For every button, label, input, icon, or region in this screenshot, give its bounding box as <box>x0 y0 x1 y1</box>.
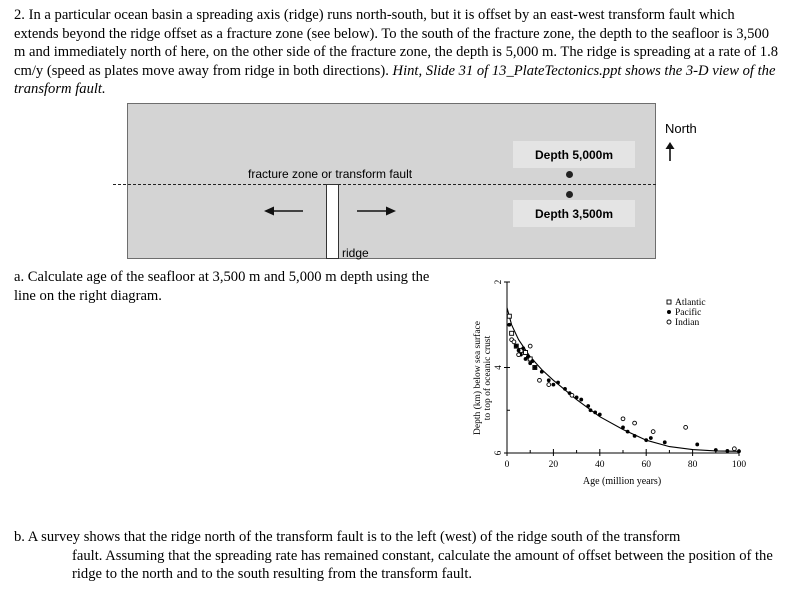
data-point-indian <box>621 417 625 421</box>
question-a-text: a. Calculate age of the seafloor at 3,500 m and 5,000 m depth using the line on the right diagram. <box>14 269 430 304</box>
data-point-indian <box>684 425 688 429</box>
chart-axes <box>493 280 746 470</box>
legend-label: Atlantic <box>675 298 706 308</box>
legend-label: Indian <box>675 318 700 328</box>
data-point-pacific <box>598 413 602 417</box>
fracture-zone-line <box>113 184 656 185</box>
data-point-pacific <box>526 355 530 359</box>
x-tick-label: 80 <box>687 460 698 470</box>
data-point-pacific <box>563 387 567 391</box>
data-point-pacific <box>644 438 648 442</box>
data-point-pacific <box>593 410 597 414</box>
data-point-pacific <box>514 344 518 348</box>
data-point-pacific <box>521 346 525 350</box>
depth-south-marker <box>566 191 573 198</box>
depth-north-marker <box>566 171 573 178</box>
depth-south-label: Depth 3,500m <box>513 200 635 227</box>
data-point-indian <box>512 340 516 344</box>
legend-marker-indian <box>667 320 671 324</box>
legend-marker-pacific <box>667 310 671 314</box>
depth-age-chart <box>455 270 755 495</box>
data-point-pacific <box>556 381 560 385</box>
x-axis-label: Age (million years) <box>582 476 662 487</box>
data-point-pacific <box>579 398 583 402</box>
data-point-pacific <box>552 383 556 387</box>
chart-legend <box>667 298 706 328</box>
legend-label: Pacific <box>675 308 702 318</box>
data-point-indian <box>633 421 637 425</box>
data-point-pacific <box>547 378 551 382</box>
north-label: North <box>665 121 697 136</box>
data-point-pacific <box>589 408 593 412</box>
data-point-pacific <box>540 370 544 374</box>
data-point-pacific <box>575 396 579 400</box>
data-point-pacific <box>621 425 625 429</box>
data-point-pacific <box>649 436 653 440</box>
data-point-indian <box>517 353 521 357</box>
question-b-line1: b. A survey shows that the ridge north of the transform fault is to the left (west) of the ridge south of the transform <box>14 529 681 545</box>
question-2-hint: Hint, Slide 31 of 13_PlateTectonics.ppt shows the 3-D view of the transform fault. <box>14 62 776 98</box>
chart-points <box>507 314 741 453</box>
legend-marker-atlantic <box>667 300 671 304</box>
data-point-indian <box>547 383 551 387</box>
question-2-body: 2. In a particular ocean basin a spreading axis (ridge) runs north-south, but it is offset by an east-west transform fault which extends beyond the ridge offset as a fracture zone (see below). To the south of the fracture zone, the depth to the seafloor is 3,500 m and immediately north of here, on the other side of the fracture zone, the depth is 5,000 m. The ridge is spreading at a rate of 1.8 cm/y (speed as plates move away from ridge in both directions). <box>14 7 779 79</box>
y-tick-label: 2 <box>493 279 503 285</box>
data-point-pacific <box>531 359 535 363</box>
transform-fault-map <box>127 103 656 259</box>
data-point-atlantic <box>507 314 511 318</box>
question-2-text <box>14 6 779 99</box>
data-point-indian <box>570 393 574 397</box>
data-point-pacific <box>633 434 637 438</box>
x-tick-label: 60 <box>641 460 651 470</box>
west-arrow-icon <box>264 205 304 217</box>
x-tick-label: 20 <box>548 460 559 470</box>
data-point-pacific <box>714 448 718 452</box>
x-tick-label: 0 <box>504 460 510 470</box>
data-point-pacific <box>517 349 521 353</box>
data-point-indian <box>651 430 655 434</box>
data-point-pacific <box>737 449 741 453</box>
question-b-text <box>14 528 774 584</box>
data-point-indian <box>538 378 542 382</box>
data-point-pacific <box>507 323 511 327</box>
chart-curve <box>507 308 739 452</box>
question-b-rest: fault. Assuming that the spreading rate has remained constant, calculate the amount of offset between the position of the ridge to the north and to the south resulting from the transform fault. <box>72 547 773 583</box>
y-axis-label-line1: Depth (km) below sea surface <box>473 321 483 435</box>
y-tick-label: 6 <box>493 450 503 456</box>
data-point-pacific <box>586 404 590 408</box>
data-point-pacific <box>695 443 699 447</box>
depth-north-label: Depth 5,000m <box>513 141 635 168</box>
ridge-label: ridge <box>342 246 369 260</box>
data-point-pacific <box>726 449 730 453</box>
x-tick-label: 100 <box>731 460 747 470</box>
y-axis-label-line2: to top of oceanic crust <box>483 335 493 421</box>
data-point-pacific <box>626 430 630 434</box>
data-point-indian <box>732 447 736 451</box>
data-point-atlantic <box>510 331 514 335</box>
y-tick-label: 4 <box>493 365 503 370</box>
data-point-pacific <box>663 440 667 444</box>
data-point-atlantic <box>524 351 528 355</box>
fracture-zone-label: fracture zone or transform fault <box>248 167 413 181</box>
data-point-pacific <box>533 366 537 370</box>
east-arrow-icon <box>356 205 396 217</box>
x-tick-label: 40 <box>595 460 605 470</box>
data-point-indian <box>528 344 532 348</box>
depth-age-curve <box>507 308 739 452</box>
north-arrow-icon <box>663 141 677 163</box>
ridge-segment <box>326 184 339 259</box>
